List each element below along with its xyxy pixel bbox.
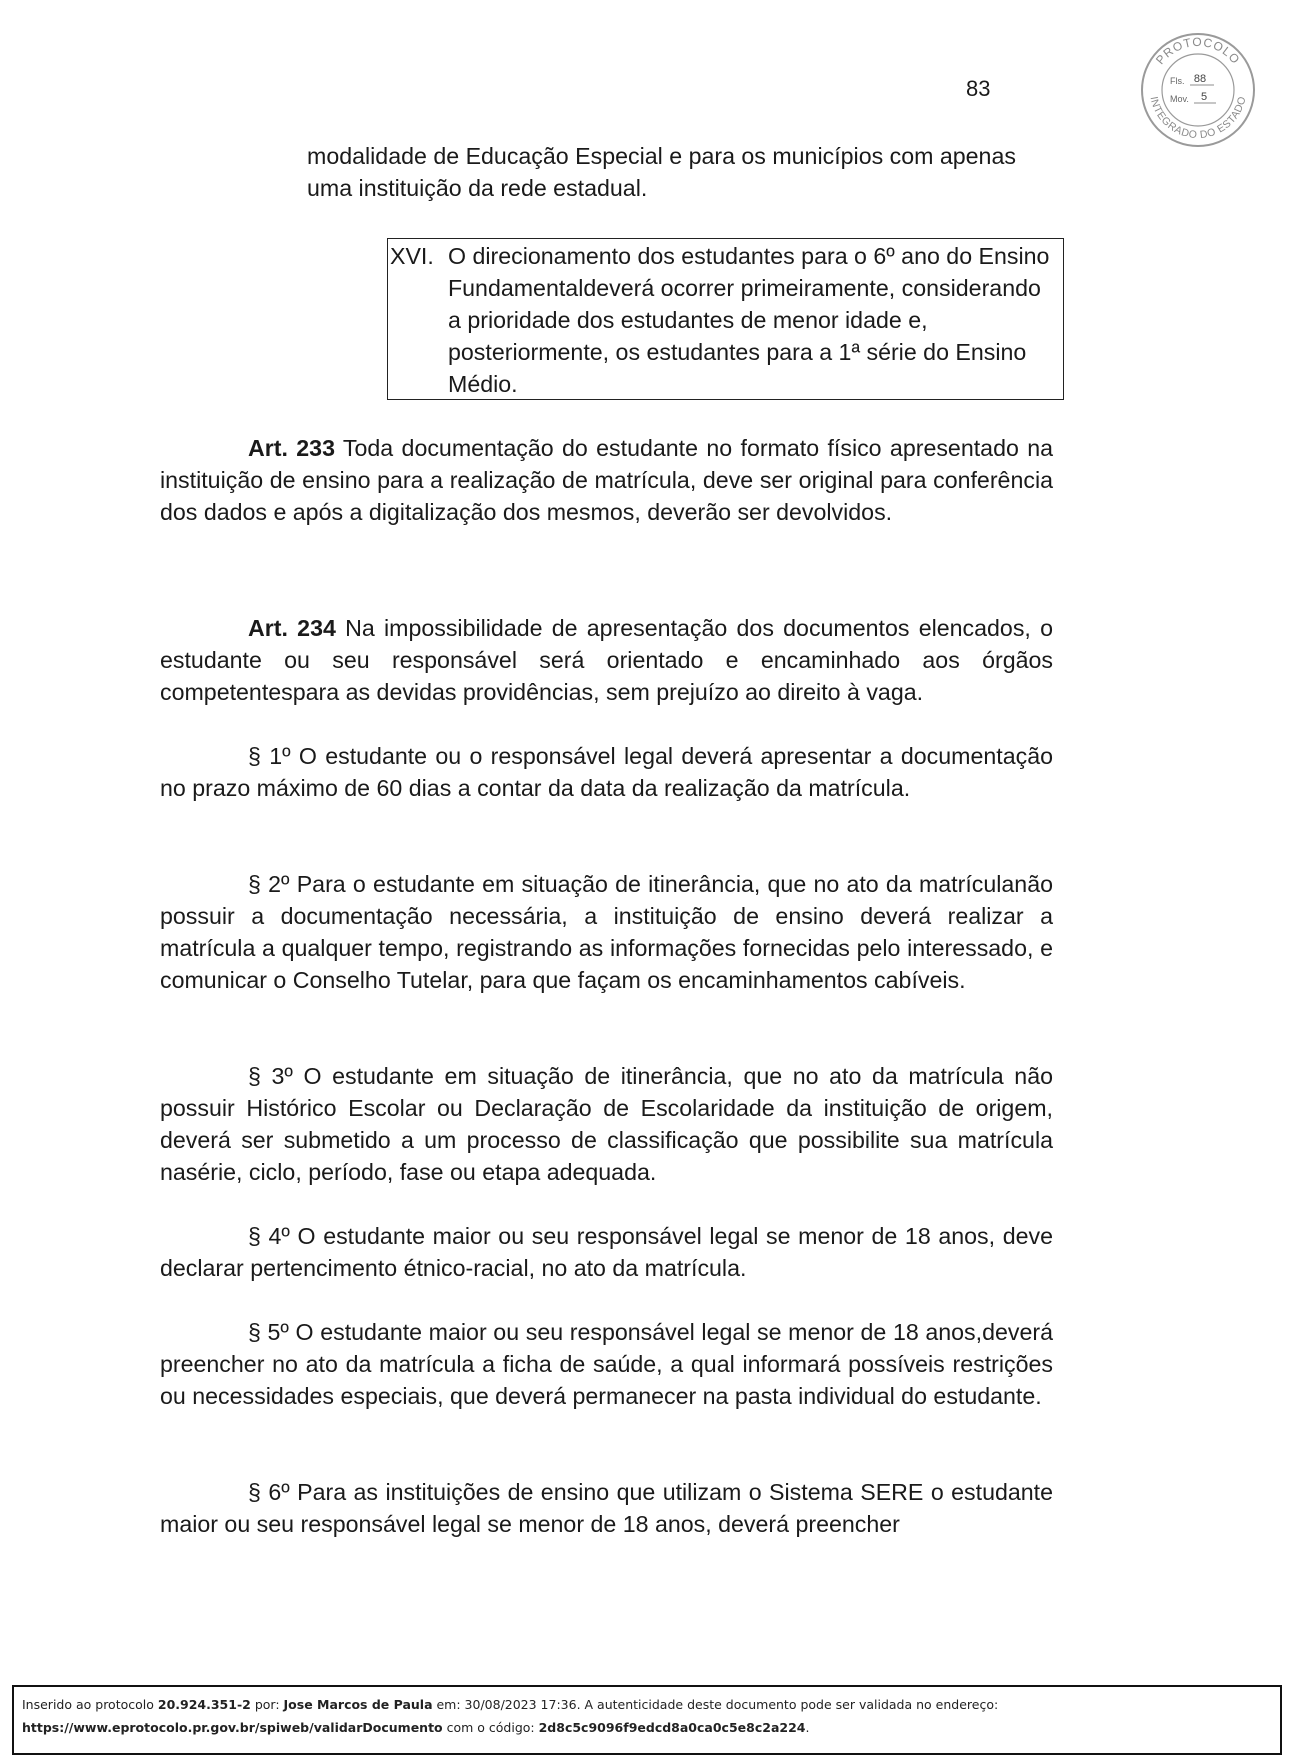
stamp-top-text: PROTOCOLO [1153,34,1243,68]
stamp-mov-value: 5 [1200,91,1208,103]
item-xvi-box [387,238,1064,400]
footer-code-text: com o código: [442,1720,539,1735]
footer-code: 2d8c5c9096f9edcd8a0ca0c5e8c2a224 [538,1720,806,1735]
article-233 [160,432,1053,528]
item-xvi-text: O direcionamento dos estudantes para o 6º ano do Ensino Fundamentaldeverá ocorrer primeiramente, considerando a prioridade dos estudantes de menor idade e, posteriormente, os estudantes para a 1ª série do Ensino Médio. [448,243,1050,397]
footer-protocol-number: 20.924.351-2 [157,1697,251,1712]
article-233-label: Art. 233 [248,435,335,461]
stamp-fls-label: Fls. [1170,76,1185,86]
paragraph-4-text: § 4º O estudante maior ou seu responsável legal se menor de 18 anos, deve declarar pertencimento étnico-racial, no ato da matrícula. [160,1223,1053,1281]
item-xvi-numeral: XVI. [390,243,434,269]
footer-author: Jose Marcos de Paula [283,1697,433,1712]
paragraph-3-text: § 3º O estudante em situação de itinerância, que no ato da matrícula não possuir Histórico Escolar ou Declaração de Escolaridade da instituição de origem, deverá ser submetido a um processo de classificação que possibilite sua matrícula nasérie, ciclo, período, fase ou etapa adequada. [160,1063,1053,1185]
paragraph-6 [160,1476,1053,1540]
paragraph-2-text: § 2º Para o estudante em situação de itinerância, que no ato da matrículanão possuir a documentação necessária, a instituição de ensino deverá realizar a matrícula a qualquer tempo, registrando as informações fornecidas pelo interessado, e comunicar o Conselho Tutelar, para que façam os encaminhamentos cabíveis. [160,871,1053,993]
footer-prefix: Inserido ao protocolo [22,1697,158,1712]
footer-date-text: em: 30/08/2023 17:36. A autenticidade deste documento pode ser validada no endereço: [432,1697,999,1712]
authenticity-footer [12,1685,1282,1755]
footer-validation-link[interactable]: https://www.eprotocolo.pr.gov.br/spiweb/validarDocumento [22,1720,443,1735]
paragraph-6-text: § 6º Para as instituições de ensino que utilizam o Sistema SERE o estudante maior ou seu responsável legal se menor de 18 anos, deverá preencher [160,1479,1053,1537]
page-number: 83 [966,76,991,101]
continuation-text: modalidade de Educação Especial e para os municípios com apenas uma instituição da rede estadual. [307,143,1016,201]
footer-end: . [805,1720,810,1735]
footer-by: por: [250,1697,284,1712]
stamp-fls-value: 88 [1193,73,1207,85]
paragraph-3 [160,1060,1053,1188]
article-234-text: Na impossibilidade de apresentação dos documentos elencados, o estudante ou seu responsável será orientado e encaminhado aos órgãos competentespara as devidas providências, sem prejuízo ao direito à vaga. [160,615,1053,705]
paragraph-2 [160,868,1053,996]
paragraph-4 [160,1220,1053,1284]
protocol-stamp [1140,32,1256,148]
stamp-bottom-text: INTEGRADO DO ESTADO [1147,95,1249,142]
svg-text:PROTOCOLO [1153,35,1243,67]
paragraph-1 [160,740,1053,804]
article-233-text: Toda documentação do estudante no formato físico apresentado na instituição de ensino para a realização de matrícula, deve ser original para conferência dos dados e após a digitalização dos mesmos, deverão ser devolvidos. [160,435,1054,525]
paragraph-1-text: § 1º O estudante ou o responsável legal deverá apresentar a documentação no prazo máximo de 60 dias a contar da data da realização da matrícula. [160,743,1053,801]
paragraph-5-text: § 5º O estudante maior ou seu responsável legal se menor de 18 anos,deverá preencher no ato da matrícula a ficha de saúde, a qual informará possíveis restrições ou necessidades especiais, que deverá permanecer na pasta individual do estudante. [160,1319,1053,1409]
paragraph-5 [160,1316,1053,1412]
article-234-label: Art. 234 [248,615,336,641]
article-234 [160,612,1053,708]
stamp-mov-label: Mov. [1170,94,1189,104]
